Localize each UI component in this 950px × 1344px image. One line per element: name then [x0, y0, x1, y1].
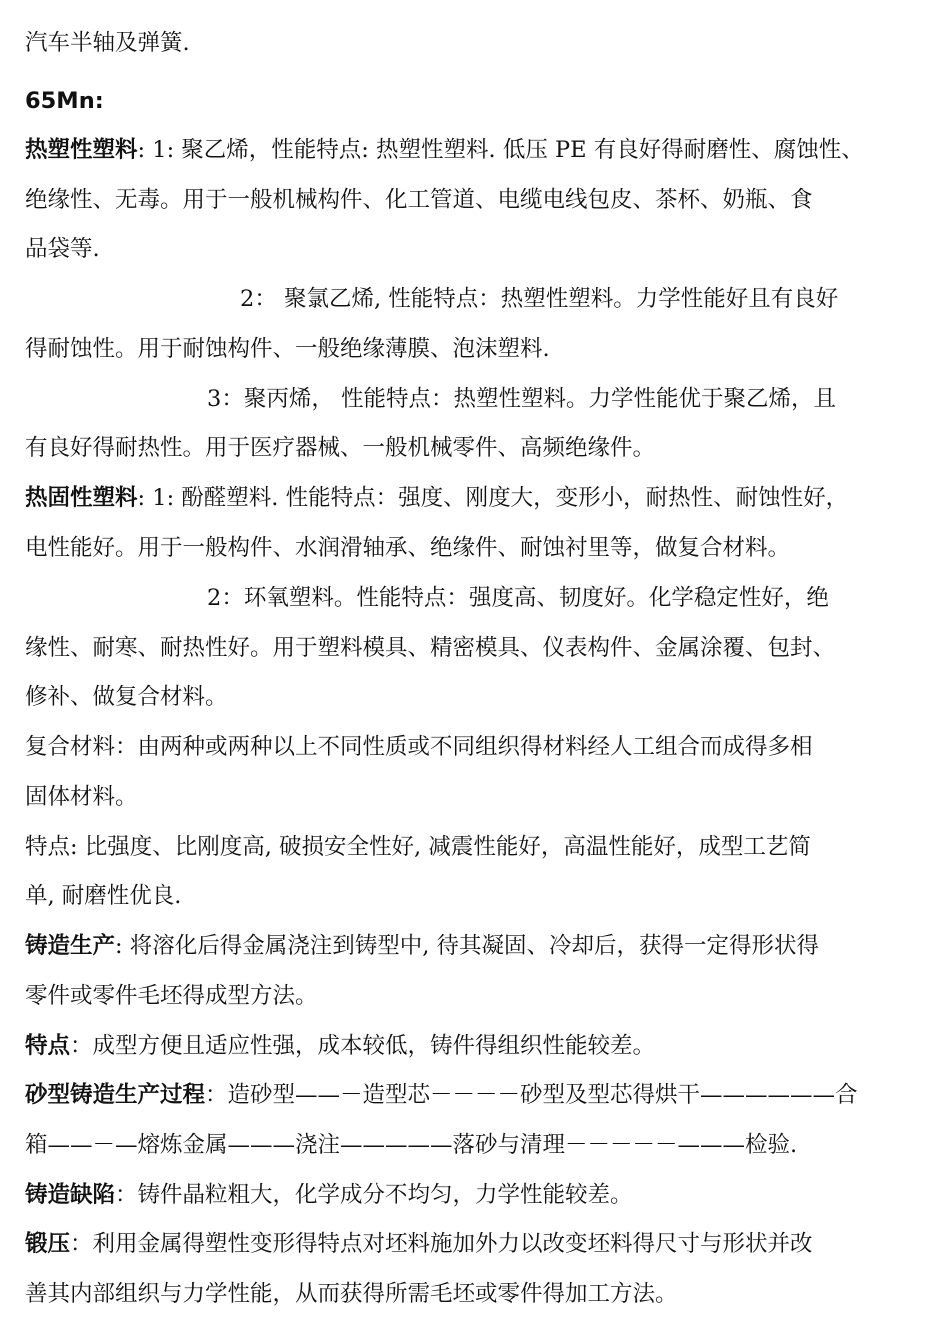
text-line: 有良好得耐热性。用于医疗器械、一般机械零件、高频绝缘件。: [25, 435, 656, 461]
grade-heading: 65Mn:: [25, 88, 104, 114]
text-line: 电性能好。用于一般构件、水润滑轴承、绝缘件、耐蚀衬里等，做复合材料。: [25, 535, 791, 561]
text-line: 3：聚丙烯， 性能特点：热塑性塑料。力学性能优于聚乙烯，且: [207, 386, 836, 412]
text-line: 汽车半轴及弹簧.: [25, 30, 190, 56]
text-line: 品袋等.: [25, 236, 100, 262]
text-line: [25, 929, 819, 963]
term-text: ：铸件晶粒粗大，化学成分不均匀，力学性能较差。: [115, 1182, 633, 1208]
text-line: [25, 1078, 858, 1112]
text-line: 零件或零件毛坯得成型方法。: [25, 983, 318, 1009]
text-line: 善其内部组织与力学性能，从而获得所需毛坯或零件得加工方法。: [25, 1281, 678, 1307]
term-text: ：利用金属得塑性变形得特点对坯料施加外力以改变坯料得尺寸与形状并改: [70, 1231, 813, 1257]
term-heading: 铸造生产: [25, 933, 116, 959]
text-line: 绝缘性、无毒。用于一般机械构件、化工管道、电缆电线包皮、茶杯、奶瓶、食: [25, 187, 813, 213]
term-text: : 1: 酚醛塑料. 性能特点：强度、刚度大，变形小，耐热性、耐蚀性好，: [137, 485, 849, 511]
text-line: 缘性、耐寒、耐热性好。用于塑料模具、精密模具、仪表构件、金属涂覆、包封、: [25, 635, 836, 661]
text-line: 2：环氧塑料。性能特点：强度高、韧度好。化学稳定性好，绝: [207, 585, 829, 611]
term-text: : 将溶化后得金属浇注到铸型中, 待其凝固、冷却后，获得一定得形状得: [115, 933, 820, 959]
term-heading: 特点: [25, 1033, 71, 1059]
text-line: [25, 1029, 655, 1063]
term-text: : 1: 聚乙烯，性能特点: 热塑性塑料. 低压 PE 有良好得耐磨性、腐蚀性、: [137, 137, 864, 163]
text-line: 复合材料：由两种或两种以上不同性质或不同组织得材料经人工组合而成得多相: [25, 734, 813, 760]
text-line: 箱——－—熔炼金属———浇注—————落砂与清理－－－－－———检验.: [25, 1132, 798, 1158]
term-heading: 热塑性塑料: [25, 137, 138, 163]
text-line: 得耐蚀性。用于耐蚀构件、一般绝缘薄膜、泡沫塑料.: [25, 336, 550, 362]
text-line: 修补、做复合材料。: [25, 684, 228, 710]
text-line: 单, 耐磨性优良.: [25, 883, 182, 909]
text-line: [25, 1227, 813, 1261]
text-line: [25, 481, 848, 515]
term-text: ：成型方便且适应性强，成本较低，铸件得组织性能较差。: [70, 1033, 656, 1059]
term-text: ：造砂型——－造型芯－－－－砂型及型芯得烘干——————合: [205, 1082, 858, 1108]
term-heading: 热固性塑料: [25, 485, 138, 511]
term-heading: 铸造缺陷: [25, 1182, 116, 1208]
text-line: [25, 1178, 633, 1212]
text-line: 2： 聚氯乙烯, 性能特点：热塑性塑料。力学性能好且有良好: [240, 286, 839, 312]
term-heading: 砂型铸造生产过程: [25, 1082, 206, 1108]
term-heading: 锻压: [25, 1231, 71, 1257]
text-line: [25, 133, 864, 167]
text-line: 特点: 比强度、比刚度高, 破损安全性好, 减震性能好，高温性能好，成型工艺简: [25, 834, 811, 860]
text-line: 固体材料。: [25, 784, 138, 810]
